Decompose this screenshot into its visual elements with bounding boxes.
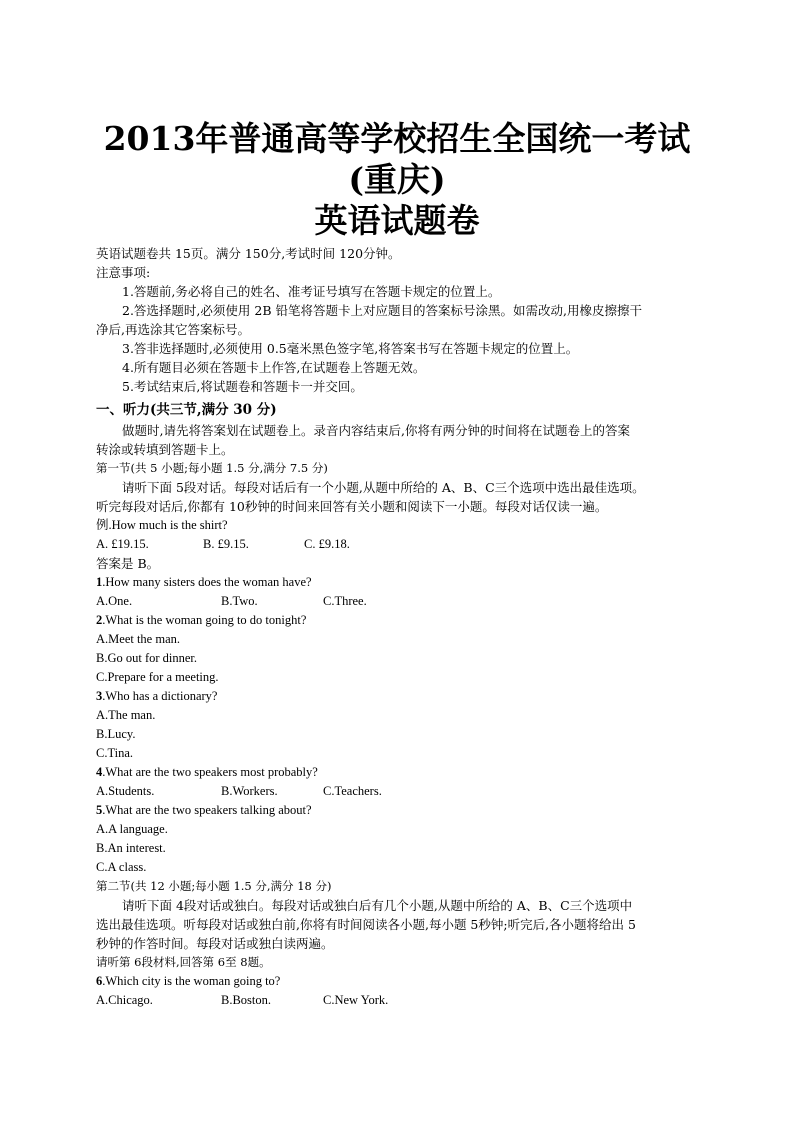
section-heading: 第一节(共 5 小题;每小题 1.5 分,满分 7.5 分) xyxy=(96,461,328,475)
exam-subject: 英语试题卷 xyxy=(314,201,480,240)
option-a: A.Chicago. xyxy=(96,993,153,1007)
exam-summary: 英语试题卷共 15页。满分 150分,考试时间 120分钟。 xyxy=(96,246,401,261)
example-question: 例.How much is the shirt? xyxy=(96,518,228,532)
option-a: A.A language. xyxy=(96,822,168,836)
option-a: A.The man. xyxy=(96,708,156,722)
example-option-c: C. £9.18. xyxy=(304,537,350,551)
part-heading: 一、听力(共三节,满分 30 分) xyxy=(96,402,277,418)
notice-item: 3.答非选择题时,必须使用 0.5毫米黑色签字笔,将答案书写在答题卡规定的位置上。 xyxy=(122,341,579,356)
section-heading: 第二节(共 12 小题;每小题 1.5 分,满分 18 分) xyxy=(96,879,332,893)
option-c: C.Tina. xyxy=(96,746,134,760)
option-a: A.Meet the man. xyxy=(96,632,181,646)
question: 4.What are the two speakers most probably? xyxy=(96,765,318,779)
option-b: B.Two. xyxy=(221,594,258,608)
notice-item: 4.所有题目必须在答题卡上作答,在试题卷上答题无效。 xyxy=(122,360,426,375)
notice-item: 2.答选择题时,必须使用 2B 铅笔将答题卡上对应题目的答案标号涂黑。如需改动,用橡皮擦擦干 xyxy=(122,303,642,318)
section-instruction: 选出最佳选项。听每段对话或独白前,你将有时间阅读各小题,每小题 5秒钟;听完后,各小题将给出 5 xyxy=(96,917,636,932)
section-instruction: 请听下面 4段对话或独白。每段对话或独白后有几个小题,从题中所给的 A、B、C三个选项中 xyxy=(122,898,633,913)
option-c: C.A class. xyxy=(96,860,147,874)
option-a: A.One. xyxy=(96,594,133,608)
material-note: 请听第 6段材料,回答第 6至 8题。 xyxy=(96,955,271,969)
option-a: A.Students. xyxy=(96,784,155,798)
option-b: B.Lucy. xyxy=(96,727,136,741)
question: 1.How many sisters does the woman have? xyxy=(96,575,312,589)
option-c: C.New York. xyxy=(323,993,389,1007)
option-b: B.Go out for dinner. xyxy=(96,651,198,665)
part-instruction: 转涂或转填到答题卡上。 xyxy=(96,442,234,457)
option-c: C.Teachers. xyxy=(323,784,382,798)
option-b: B.Workers. xyxy=(221,784,278,798)
part-instruction: 做题时,请先将答案划在试题卷上。录音内容结束后,你将有两分钟的时间将在试题卷上的答案 xyxy=(122,423,630,438)
question: 3.Who has a dictionary? xyxy=(96,689,218,703)
example-option-a: A. £19.15. xyxy=(96,537,149,551)
notice-item: 1.答题前,务必将自己的姓名、准考证号填写在答题卡规定的位置上。 xyxy=(122,284,501,299)
option-c: C.Three. xyxy=(323,594,367,608)
question: 2.What is the woman going to do tonight? xyxy=(96,613,307,627)
option-b: B.Boston. xyxy=(221,993,272,1007)
section-instruction: 听完每段对话后,你都有 10秒钟的时间来回答有关小题和阅读下一小题。每段对话仅读一遍。 xyxy=(96,499,608,514)
section-instruction: 秒钟的作答时间。每段对话或独白读两遍。 xyxy=(96,936,334,951)
section-instruction: 请听下面 5段对话。每段对话后有一个小题,从题中所给的 A、B、C三个选项中选出最佳选项。 xyxy=(122,480,645,495)
exam-title: 2013年普通高等学校招生全国统一考试 xyxy=(103,119,691,158)
question: 5.What are the two speakers talking about? xyxy=(96,803,312,817)
question: 6.Which city is the woman going to? xyxy=(96,974,281,988)
notice-heading: 注意事项: xyxy=(96,265,151,280)
notice-item: 5.考试结束后,将试题卷和答题卡一并交回。 xyxy=(122,379,363,394)
option-b: B.An interest. xyxy=(96,841,166,855)
exam-region: (重庆) xyxy=(348,160,446,199)
example-option-b: B. £9.15. xyxy=(203,537,249,551)
notice-item: 净后,再选涂其它答案标号。 xyxy=(96,322,250,337)
option-c: C.Prepare for a meeting. xyxy=(96,670,219,684)
example-answer: 答案是 B。 xyxy=(96,556,160,571)
